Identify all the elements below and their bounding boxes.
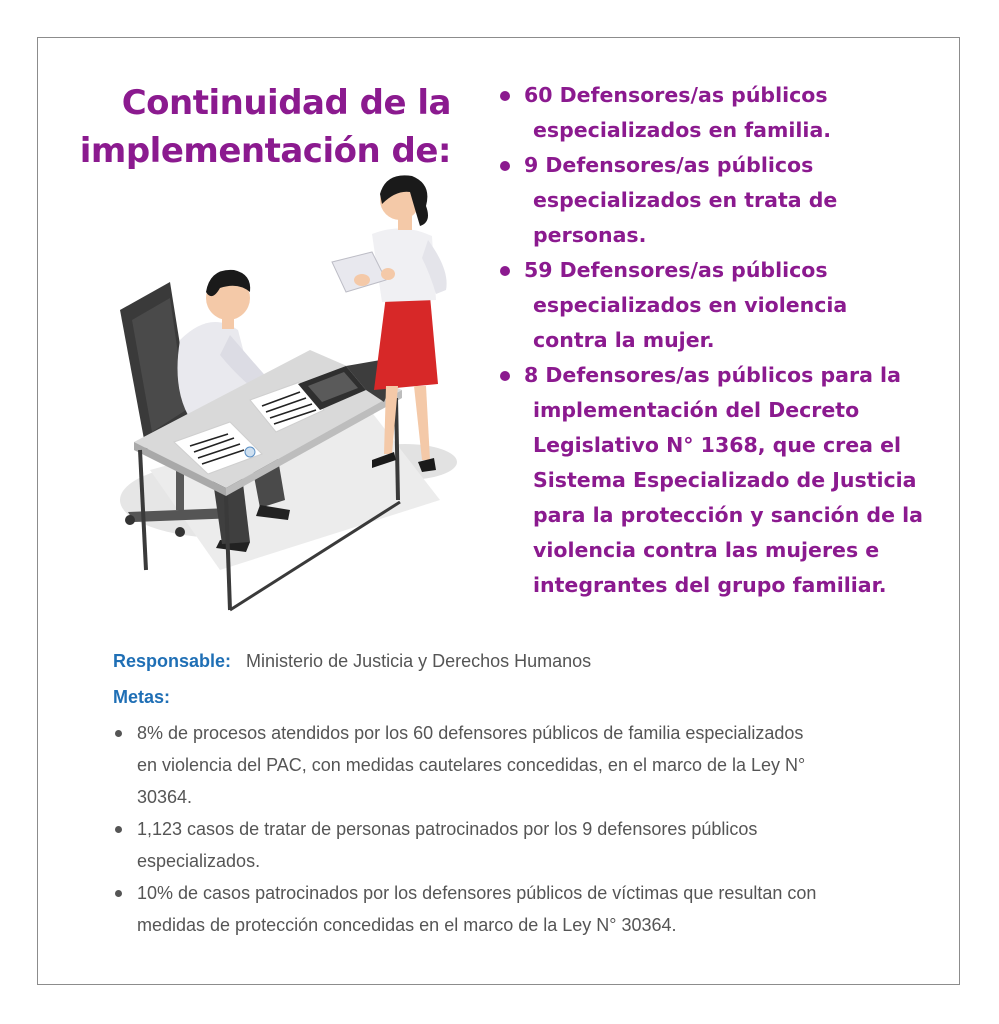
highlight-line: personas. bbox=[533, 223, 647, 247]
highlight-line: Legislativo N° 1368, que crea el bbox=[533, 433, 902, 457]
meta-item bbox=[113, 717, 913, 813]
highlight-line: 60 Defensores/as públicos bbox=[524, 83, 828, 107]
highlight-item bbox=[498, 358, 924, 603]
meta-line: 10% de casos patrocinados por los defensores públicos de víctimas que resultan con bbox=[137, 883, 817, 903]
responsable-label: Responsable: bbox=[113, 651, 232, 671]
responsable-value: Ministerio de Justicia y Derechos Humanos bbox=[246, 651, 592, 671]
office-illustration bbox=[110, 170, 470, 620]
meta-item bbox=[113, 877, 913, 941]
highlight-item bbox=[498, 78, 918, 148]
section-title bbox=[31, 79, 451, 175]
bullet-icon bbox=[115, 730, 122, 737]
highlight-line: para la protección y sanción de la bbox=[533, 503, 924, 527]
highlight-line: integrantes del grupo familiar. bbox=[533, 573, 887, 597]
meta-line: especializados. bbox=[137, 851, 261, 871]
highlight-line: implementación del Decreto bbox=[533, 398, 860, 422]
responsable-row bbox=[113, 648, 591, 674]
bullet-icon bbox=[115, 890, 122, 897]
highlights-list bbox=[498, 78, 924, 603]
bullet-icon bbox=[500, 266, 510, 276]
highlight-item bbox=[498, 148, 918, 253]
meta-line: en violencia del PAC, con medidas cautelares concedidas, en el marco de la Ley N° bbox=[137, 755, 806, 775]
highlight-line: contra la mujer. bbox=[533, 328, 715, 352]
highlight-item bbox=[498, 253, 918, 358]
bullet-icon bbox=[500, 371, 510, 381]
meta-line: 30364. bbox=[137, 787, 193, 807]
bullet-icon bbox=[500, 161, 510, 171]
section-title-line-1: Continuidad de la bbox=[121, 83, 451, 123]
bullet-icon bbox=[500, 91, 510, 101]
meta-line: 1,123 casos de tratar de personas patrocinados por los 9 defensores públicos bbox=[137, 819, 758, 839]
metas-list bbox=[113, 717, 913, 941]
metas-label: Metas: bbox=[113, 687, 171, 707]
meta-line: 8% de procesos atendidos por los 60 defensores públicos de familia especializados bbox=[137, 723, 804, 743]
highlight-line: especializados en familia. bbox=[533, 118, 832, 142]
highlight-line: Sistema Especializado de Justicia bbox=[533, 468, 917, 492]
bullet-icon bbox=[115, 826, 122, 833]
highlight-line: 8 Defensores/as públicos para la bbox=[524, 363, 901, 387]
highlight-line: 59 Defensores/as públicos bbox=[524, 258, 828, 282]
highlight-line: 9 Defensores/as públicos bbox=[524, 153, 814, 177]
highlight-line: especializados en trata de bbox=[533, 188, 838, 212]
highlight-line: violencia contra las mujeres e bbox=[533, 538, 880, 562]
meta-item bbox=[113, 813, 913, 877]
meta-line: medidas de protección concedidas en el marco de la Ley N° 30364. bbox=[137, 915, 677, 935]
section-title-line-2: implementación de: bbox=[79, 131, 451, 171]
highlight-line: especializados en violencia bbox=[533, 293, 848, 317]
